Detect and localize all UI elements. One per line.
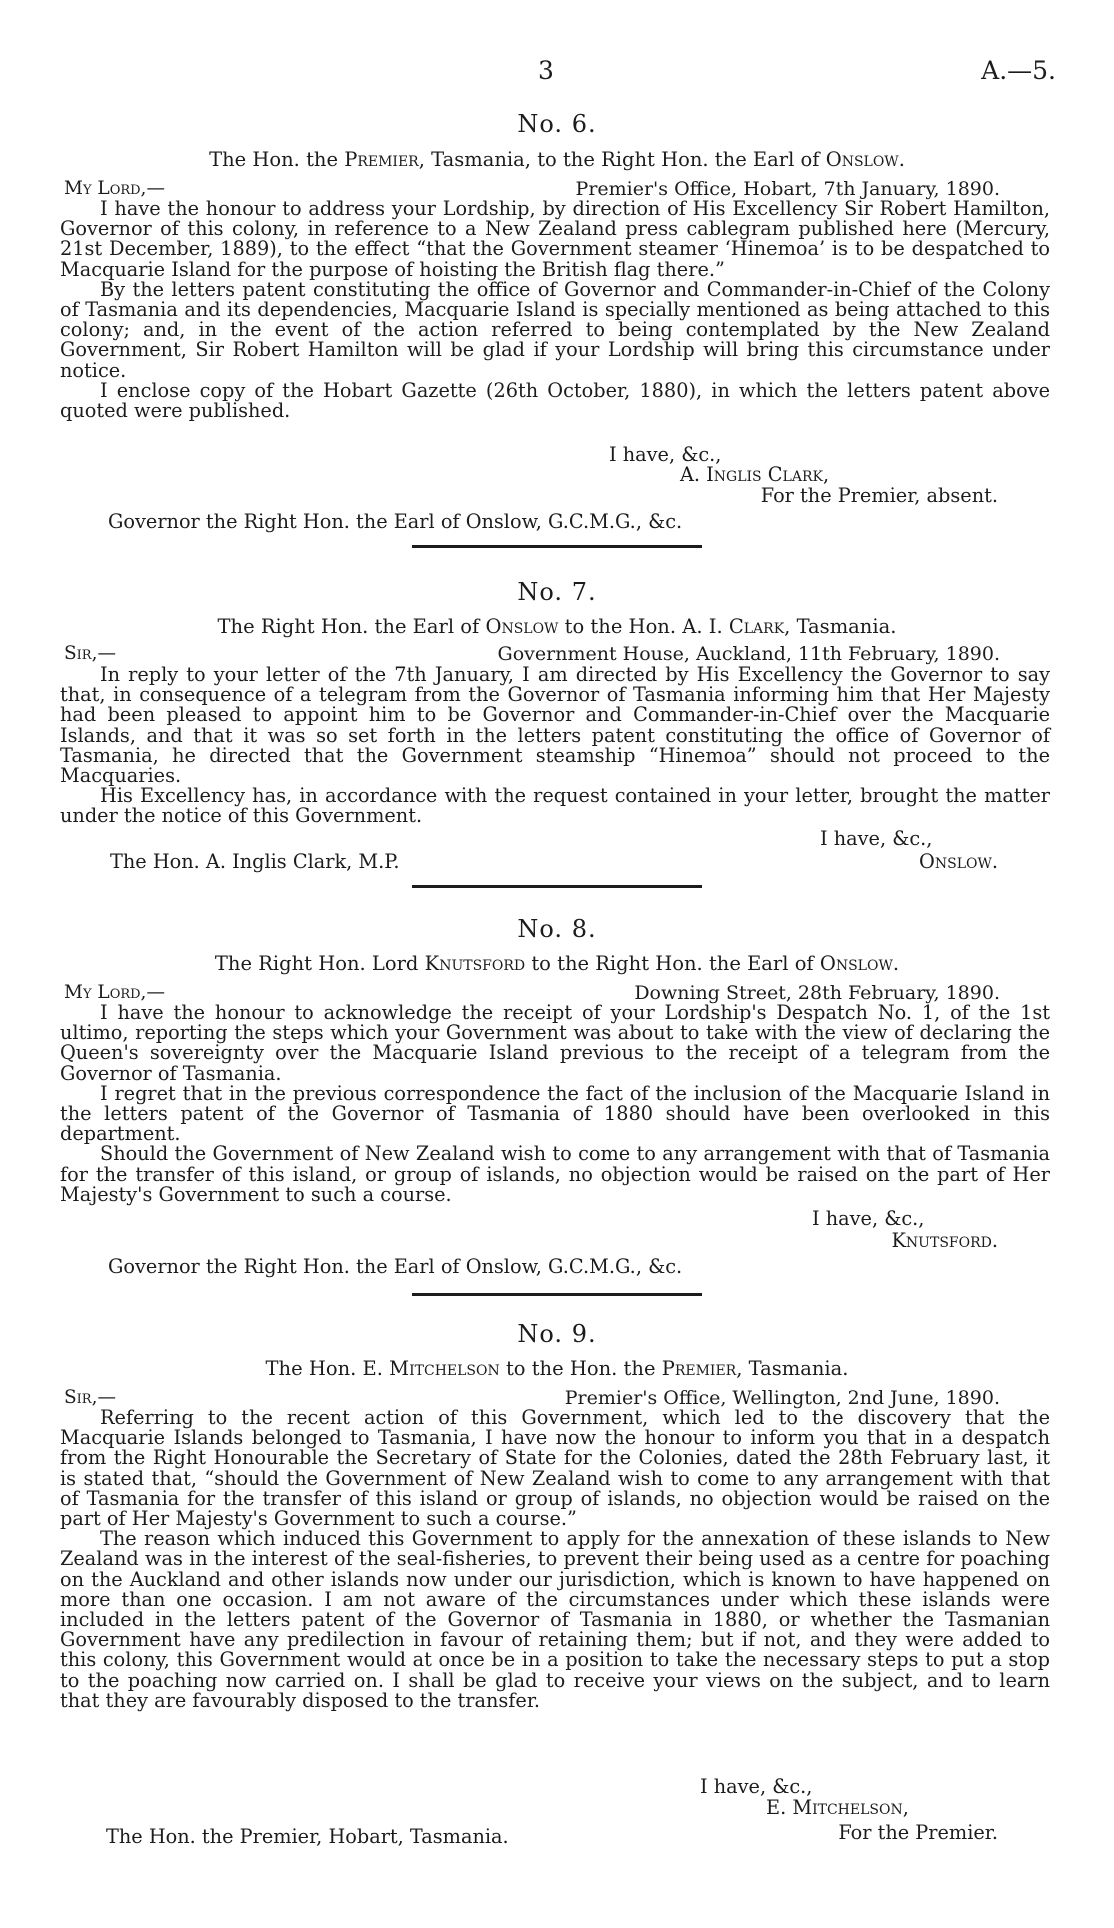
signature-note: For the Premier, absent. <box>760 484 998 507</box>
paragraph: I have the honour to acknowledge the receipt of your Lordship's Despatch No. 1, of the 1st ultimo, reporting the steps which your Government was about to take with the view of declaring the Queen's sovereignty over the Macquarie Island previous to the receipt of a telegram from the Governor of Tasmania. <box>60 1001 1050 1085</box>
letter-title: The Right Hon. the Earl of Onslow to the Hon. A. I. Clark, Tasmania. <box>217 615 897 638</box>
addressee: Governor the Right Hon. the Earl of Onslow, G.C.M.G., &c. <box>108 510 683 533</box>
paragraph: I regret that in the previous correspondence the fact of the inclusion of the Macquarie Island in the letters patent of the Governor of Tasmania of 1880 should have been overlooked in this department. <box>60 1081 1050 1146</box>
page-number: 3 <box>538 56 554 85</box>
closing: I have, &c., <box>820 827 933 850</box>
addressee: Governor the Right Hon. the Earl of Onslow, G.C.M.G., &c. <box>108 1255 683 1278</box>
signature: Knutsford. <box>891 1229 998 1252</box>
letter-body <box>60 199 1050 421</box>
letter-number: No. 7. <box>517 578 597 606</box>
paragraph: In reply to your letter of the 7th January, I am directed by His Excellency the Governor to say that, in consequence of a telegram from the Governor of Tasmania informing him that Her Majesty had been pleased to appoint him to be Governor and Commander-in-Chief over the Macquarie Islands, and that it was so set forth in the letters patent constituting the office of Governor of Tasmania, he directed that the Government steamship “Hinemoa” should not proceed to the Macquaries. <box>60 663 1050 788</box>
dateline: Government House, Auckland, 11th February, 1890. <box>497 643 1000 665</box>
addressee: The Hon. the Premier, Hobart, Tasmania. <box>106 1825 509 1848</box>
signature-note: For the Premier. <box>838 1821 998 1844</box>
section-divider <box>412 885 702 888</box>
section-divider <box>412 545 702 548</box>
signature: A. Inglis Clark, <box>680 463 830 486</box>
paragraph: I have the honour to address your Lordship, by direction of His Excellency Sir Robert Hamilton, Governor of this colony, in reference to a New Zealand press cablegram published here (Mercury, 21st December, 1889), to the effect “that the Government steamer ‘Hinemoa’ is to be despatched to Macquarie Island for the purpose of hoisting the British flag there.” <box>60 197 1050 281</box>
signature: Onslow. <box>919 850 998 873</box>
dateline: Premier's Office, Hobart, 7th January, 1890. <box>575 178 1000 200</box>
salutation: Sir,— <box>64 1387 116 1408</box>
section-divider <box>412 1293 702 1296</box>
paragraph: I enclose copy of the Hobart Gazette (26th October, 1880), in which the letters patent above quoted were published. <box>60 378 1050 423</box>
addressee: The Hon. A. Inglis Clark, M.P. <box>110 850 400 873</box>
letter-title: The Hon. the Premier, Tasmania, to the Right Hon. the Earl of Onslow. <box>209 148 905 171</box>
letter-title: The Hon. E. Mitchelson to the Hon. the Premier, Tasmania. <box>265 1357 849 1380</box>
letter-number: No. 6. <box>517 110 597 138</box>
letter-title: The Right Hon. Lord Knutsford to the Right Hon. the Earl of Onslow. <box>214 952 900 975</box>
salutation: My Lord,— <box>64 178 165 199</box>
dateline: Downing Street, 28th February, 1890. <box>634 982 1000 1004</box>
closing: I have, &c., <box>609 443 722 466</box>
letter-body <box>60 1003 1050 1205</box>
paragraph: The reason which induced this Government to apply for the annexation of these islands to New Zealand was in the interest of the seal-fisheries, to prevent their being used as a centre for poaching on the Auckland and other islands now under our jurisdiction, which is known to have happened on more than one occasion. I am not aware of the circumstances under which these islands were included in the letters patent of the Governor of Tasmania in 1880, or whether the Tasmanian Government have any predilection in favour of retaining them; but if not, and they were added to this colony, this Government would at once be in a position to take the necessary steps to put a stop to the poaching now carried on. I shall be glad to receive your views on the subject, and to learn that they are favourably disposed to the transfer. <box>60 1527 1050 1712</box>
paragraph: Should the Government of New Zealand wish to come to any arrangement with that of Tasmania for the transfer of this island, or group of islands, no objection would be raised on the part of Her Majesty's Government to such a course. <box>60 1142 1050 1206</box>
dateline: Premier's Office, Wellington, 2nd June, 1890. <box>564 1387 1000 1409</box>
salutation: My Lord,— <box>64 982 165 1003</box>
paragraph: His Excellency has, in accordance with the request contained in your letter, brought the matter under the notice of this Government. <box>60 784 1050 828</box>
closing: I have, &c., <box>700 1775 813 1798</box>
closing: I have, &c., <box>812 1207 925 1230</box>
salutation: Sir,— <box>64 643 116 664</box>
letter-number: No. 9. <box>517 1320 597 1348</box>
letter-body <box>60 1408 1050 1711</box>
letter-body <box>60 665 1050 827</box>
signature: E. Mitchelson, <box>766 1796 909 1819</box>
document-reference: A.—5. <box>981 56 1056 85</box>
paragraph: By the letters patent constituting the office of Governor and Commander-in-Chief of the Colony of Tasmania and its dependencies, Macquarie Island is specially mentioned as being attached to this colony; and, in the event of the action referred to being contemplated by the New Zealand Government, Sir Robert Hamilton will be glad if your Lordship will bring this circumstance under notice. <box>60 277 1050 382</box>
paragraph: Referring to the recent action of this Government, which led to the discovery that the Macquarie Islands belonged to Tasmania, I have now the honour to inform you that in a despatch from the Right Honourable the Secretary of State for the Colonies, dated the 28th February last, it is stated that, “should the Government of New Zealand wish to come to any arrangement with that of Tasmania for the transfer of this island or group of islands, no objection would be raised on the part of Her Majesty's Government to such a course.” <box>60 1406 1050 1531</box>
letter-number: No. 8. <box>517 915 597 943</box>
